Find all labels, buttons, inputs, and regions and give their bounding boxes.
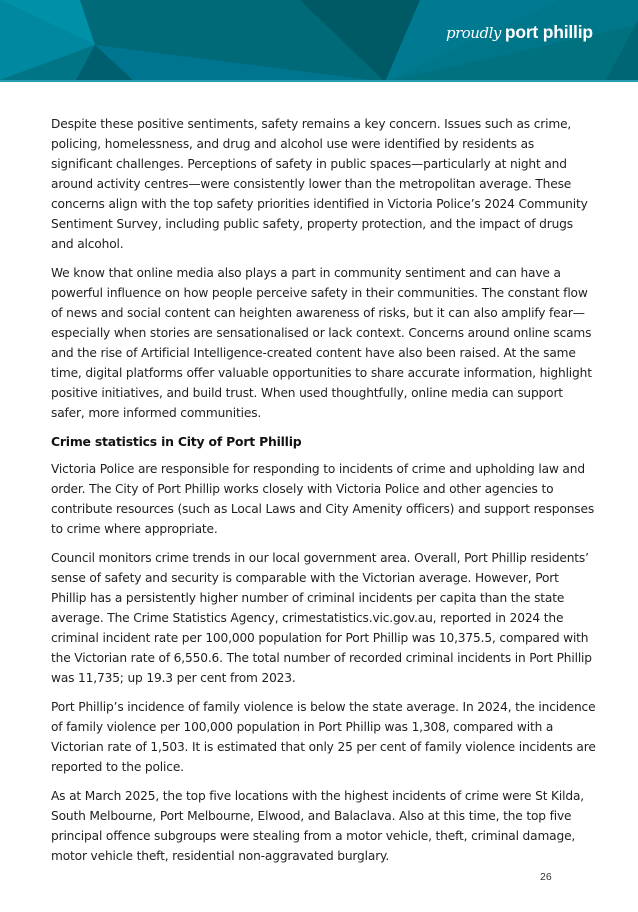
page-number: 26 [540,871,552,883]
logo-script-text: proudly [446,24,501,42]
header-banner [0,0,638,82]
page-content [51,114,596,875]
logo-brand-text: port phillip [504,22,593,42]
paragraph-crime-trends: Council monitors crime trends in our local government area. Overall, Port Phillip residents’ sense of safety and security is comparable with the Victorian average. However, Port Phillip has a persistently higher number of criminal incidents per capita than the state average. The Crime Statistics Agency, crimestatistics.vic.gov.au, reported in 2024 the criminal incident rate per 100,000 population for Port Phillip was 10,375.5, compared with the Victorian rate of 6,550.6. The total number of recorded criminal incidents in Port Phillip was 11,735; up 19.3 per cent from 2023. [51,551,592,685]
paragraph-victoria-police: Victoria Police are responsible for responding to incidents of crime and upholding law and order. The City of Port Phillip works closely with Victoria Police and other agencies to contribute resources (such as Local Laws and City Amenity officers) and support responses to crime where appropriate. [51,462,595,536]
paragraph-top-locations: As at March 2025, the top five locations with the highest incidents of crime were St Kilda, South Melbourne, Port Melbourne, Elwood, and Balaclava. Also at this time, the top five principal offence subgroups were stealing from a motor vehicle, theft, criminal damage, motor vehicle theft, residential non-aggravated burglary. [51,789,584,863]
proudly-port-phillip-logo [446,22,593,48]
section-heading-crime-statistics: Crime statistics in City of Port Phillip [51,434,302,449]
paragraph-online-media: We know that online media also plays a part in community sentiment and can have a powerful influence on how people perceive safety in their communities. The constant flow of news and social content can heighten awareness of risks, but it can also amplify fear—especially when stories are sensationalised or lack context. Concerns around online scams and the rise of Artificial Intelligence-created content have also been raised. At the same time, digital platforms offer valuable opportunities to share accurate information, highlight positive initiatives, and build trust. When used thoughtfully, online media can support safer, more informed communities. [51,266,592,420]
paragraph-safety-concerns: Despite these positive sentiments, safety remains a key concern. Issues such as crime, policing, homelessness, and drug and alcohol use were identified by residents as significant challenges. Perceptions of safety in public spaces—particularly at night and around activity centres—were consistently lower than the metropolitan average. These concerns align with the top safety priorities identified in Victoria Police’s 2024 Community Sentiment Survey, including public safety, property protection, and the impact of drugs and alcohol. [51,117,588,251]
banner-accent-line [0,80,638,82]
paragraph-family-violence: Port Phillip’s incidence of family violence is below the state average. In 2024, the incidence of family violence per 100,000 population in Port Phillip was 1,308, compared with a Victorian rate of 1,503. It is estimated that only 25 per cent of family violence incidents are reported to the police. [51,700,596,774]
